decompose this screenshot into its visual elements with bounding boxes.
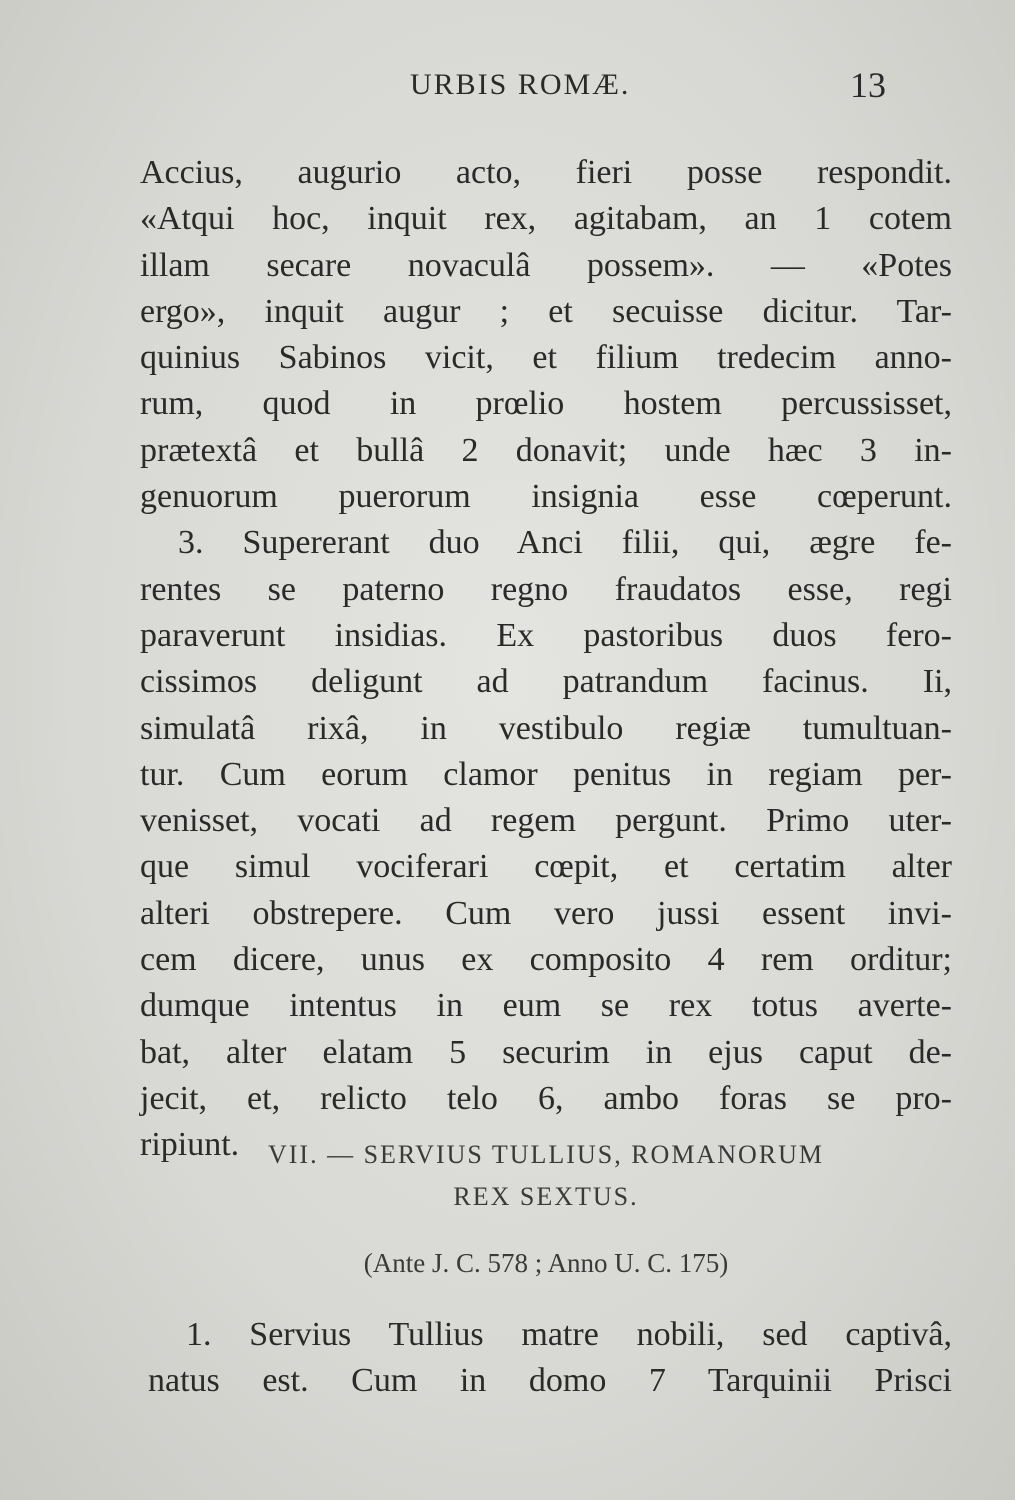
- page-number: 13: [850, 65, 886, 105]
- text-line: tur. Cum eorum clamor penitus in regiam per-: [140, 755, 952, 793]
- text-line: que simul vociferari cœpit, et certatim alter: [140, 848, 952, 886]
- text-line: genuorum puerorum insignia esse cœperunt.: [140, 478, 952, 516]
- section-heading: VII. — SERVIUS TULLIUS, ROMANORUM: [267, 1140, 824, 1169]
- text-block-2: [148, 1312, 952, 1405]
- running-head: URBIS ROMÆ.: [410, 68, 631, 101]
- text-line: ripiunt.: [140, 1126, 240, 1164]
- text-line: ergo», inquit augur ; et secuisse dicitur. Tar-: [140, 292, 952, 330]
- text-line: bat, alter elatam 5 securim in ejus caput de-: [140, 1033, 952, 1071]
- text-line: venisset, vocati ad regem pergunt. Primo uter-: [140, 802, 952, 840]
- text-line: Accius, augurio acto, fieri posse respondit.: [140, 154, 952, 191]
- date-line: (Ante J. C. 578 ; Anno U. C. 175): [363, 1248, 729, 1278]
- text-line: cissimos deligunt ad patrandum facinus. Ii,: [140, 663, 952, 701]
- text-line: rentes se paterno regno fraudatos esse, regi: [140, 570, 952, 608]
- text-block-1: [140, 150, 952, 1169]
- text-line: illam secare novaculâ possem». — «Potes: [140, 246, 952, 284]
- text-line: jecit, et, relicto telo 6, ambo foras se pro-: [140, 1079, 952, 1117]
- text-line: «Atqui hoc, inquit rex, agitabam, an 1 cotem: [140, 200, 952, 238]
- text-line: cem dicere, unus ex composito 4 rem orditur;: [140, 941, 952, 979]
- text-line: 1. Servius Tullius matre nobili, sed captivâ,: [186, 1316, 952, 1353]
- text-line: paraverunt insidias. Ex pastoribus duos fero-: [140, 616, 952, 654]
- text-line: simulatâ rixâ, in vestibulo regiæ tumultuan-: [140, 709, 952, 747]
- text-line: alteri obstrepere. Cum vero jussi essent invi-: [140, 894, 952, 932]
- text-line: dumque intentus in eum se rex totus averte-: [140, 987, 952, 1025]
- text-line: rum, quod in prœlio hostem percussisset,: [140, 385, 952, 423]
- text-line: prætextâ et bullâ 2 donavit; unde hæc 3 in-: [140, 431, 952, 469]
- text-line: quinius Sabinos vicit, et filium tredecim anno-: [140, 339, 952, 377]
- text-line: natus est. Cum in domo 7 Tarquinii Prisci: [148, 1362, 952, 1400]
- text-line: 3. Supererant duo Anci filii, qui, ægre fe-: [178, 524, 952, 562]
- section-subheading: REX SEXTUS.: [453, 1182, 639, 1211]
